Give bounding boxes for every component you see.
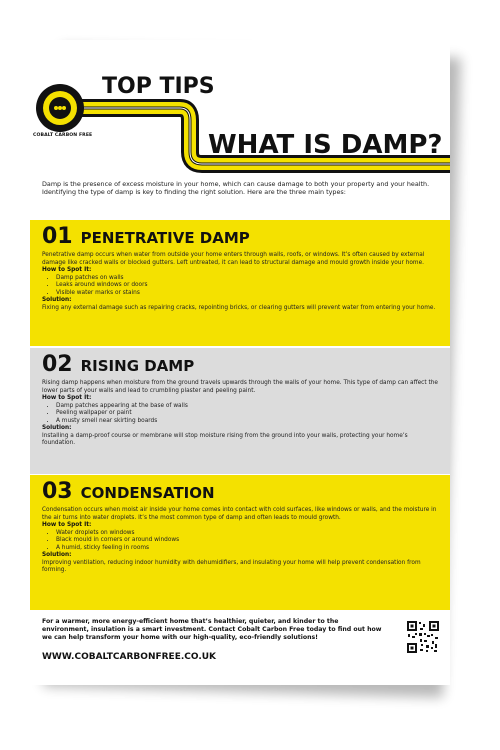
signs-list <box>42 275 438 297</box>
solution-text: Fixing any external damage such as repairing cracks, repointing bricks, or clearing gutters will prevent water from entering your home. <box>42 304 436 311</box>
spot-label: How to Spot It: <box>42 395 92 402</box>
footer-text: For a warmer, more energy-efficient home that’s healthier, quieter, and kinder to the environment, insulation is a smart investment. Contact Cobalt Carbon Free today to find out how we can help transform your home with our high-quality, eco-friendly solutions! <box>42 618 382 642</box>
solution-label: Solution: <box>42 425 72 431</box>
section-description: Condensation occurs when moist air inside your home comes into contact with cold surfaces, like windows or walls, and the moisture in the air turns into water droplets. It’s the most common type of damp and often leads to mould growth. <box>42 507 437 521</box>
section-description: Penetrative damp occurs when water from outside your home enters through walls, roofs, or windows. It’s often caused by external damage like cracked walls or blocked gutters. Left untreated, it can lead to structural damage and mould growth inside your home. <box>42 252 425 266</box>
solution-label: Solution: <box>42 552 72 558</box>
section-heading: CONDENSATION <box>80 484 215 502</box>
signs-list <box>42 530 438 552</box>
spot-label: How to Spot It: <box>42 267 92 274</box>
list-item: • Damp patches appearing at the base of walls <box>56 403 438 410</box>
solution-text: Improving ventilation, reducing indoor humidity with dehumidifiers, and insulating your home will help prevent condensation from forming. <box>42 559 421 574</box>
intro-text: Damp is the presence of excess moisture in your home, which can cause damage to both your property and your health. Identifying the type of damp is key to finding the right solution. Here are the three main types: <box>42 180 430 197</box>
top-tips-label: TOP TIPS <box>102 74 215 99</box>
list-item: • Leaks around windows or doors <box>56 282 438 289</box>
list-item: • Visible water marks or stains <box>56 290 438 297</box>
section-description: Rising damp happens when moisture from the ground travels upwards through the walls of your home. This type of damp can affect the lower parts of your walls and lead to crumbling plaster and peeling paint. <box>42 380 438 394</box>
spot-label: How to Spot It: <box>42 522 92 529</box>
poster-header <box>30 40 450 180</box>
section-rising-damp <box>30 348 450 474</box>
list-item: • A humid, sticky feeling in rooms <box>56 545 438 552</box>
list-item: • Water droplets on windows <box>56 530 438 537</box>
list-item: • Black mould in corners or around windows <box>56 537 438 544</box>
page-title: WHAT IS DAMP? <box>208 130 443 160</box>
qr-code-icon[interactable] <box>406 620 440 654</box>
solution-label: Solution: <box>42 297 72 303</box>
brand-name: COBALT CARBON FREE <box>33 133 93 138</box>
poster-sheet <box>30 40 450 685</box>
solution-text: Installing a damp-proof course or membrane will stop moisture rising from the ground into your walls, protecting your home’s foundation. <box>42 432 408 447</box>
section-heading: PENETRATIVE DAMP <box>80 229 250 247</box>
list-item: • A musty smell near skirting boards <box>56 418 438 425</box>
signs-list <box>42 403 438 425</box>
section-penetrative-damp <box>30 220 450 346</box>
list-item: • Peeling wallpaper or paint <box>56 410 438 417</box>
section-number: 01 <box>42 224 73 249</box>
section-number: 03 <box>42 479 73 504</box>
list-item: • Damp patches on walls <box>56 275 438 282</box>
website-link[interactable]: WWW.COBALTCARBONFREE.CO.UK <box>42 652 217 662</box>
section-number: 02 <box>42 352 73 377</box>
footer <box>30 612 450 685</box>
logo-icon <box>36 84 84 132</box>
section-heading: RISING DAMP <box>80 357 195 375</box>
section-condensation <box>30 475 450 610</box>
